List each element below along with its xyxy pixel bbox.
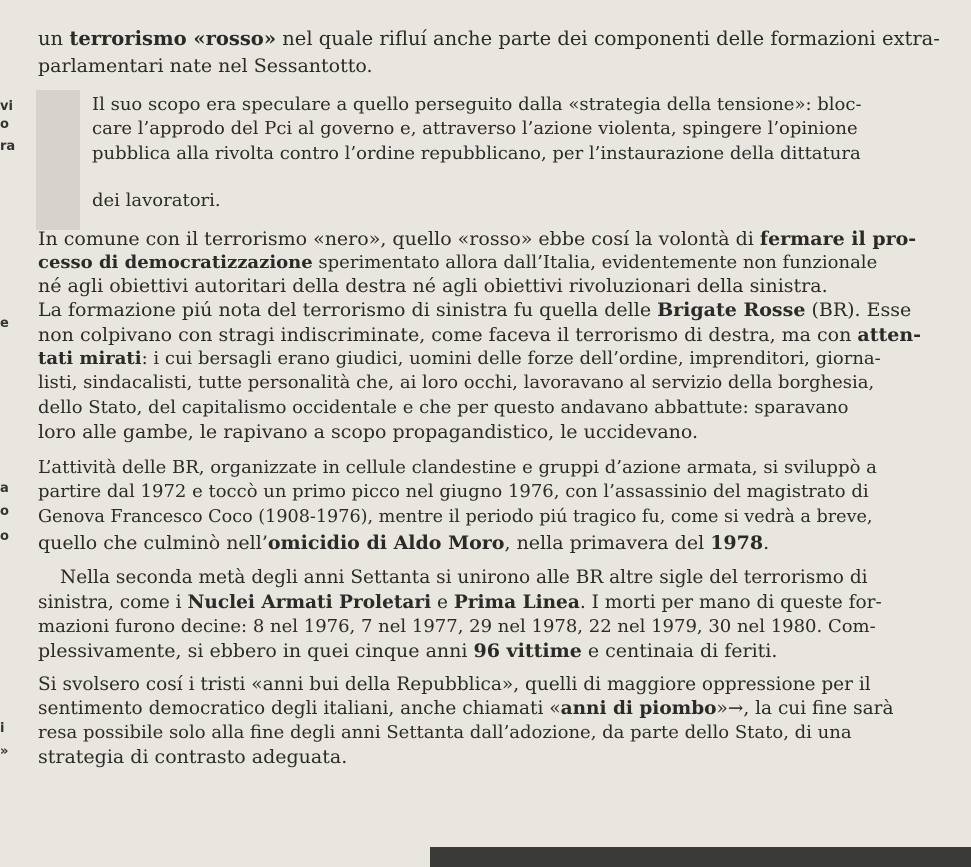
text-line: né agli obiettivi autoritari della destra né agli obiettivi rivoluzionari della sinistra. [38,275,828,297]
quote-line: care l’approdo del Pci al governo e, attraverso l’azione violenta, spingere l’opinione [92,118,858,139]
margin-mark: o [0,529,9,544]
quote-line: pubblica alla rivolta contro l’ordine repubblicano, per l’instaurazione della dittatura [92,143,861,164]
text-line: parlamentari nate nel Sessantotto. [38,55,373,77]
text-line: cesso di democratizzazione sperimentato allora dall’Italia, evidentemente non funzionale [38,252,878,273]
text-line: listi, sindacalisti, tutte personalità che, ai loro occhi, lavoravano al servizio della borghesia, [38,372,875,393]
text-line: sentimento democratico degli italiani, anche chiamati «anni di piombo»→, la cui fine sarà [38,698,894,719]
text-line: strategia di contrasto adeguata. [38,746,348,768]
text-line: partire dal 1972 e toccò un primo picco nel giugno 1976, con l’assassinio del magistrato di [38,481,869,502]
text-line: L’attività delle BR, organizzate in cellule clandestine e gruppi d’azione armata, si sviluppò a [38,457,877,478]
margin-mark: o [0,504,9,519]
margin-marks [0,0,34,867]
margin-mark: vi [0,99,13,114]
margin-mark: ra [0,139,16,154]
text-line: tati mirati: i cui bersagli erano giudici, uomini delle forze dell’ordine, imprenditori, giorna- [38,348,881,369]
text-line: resa possibile solo alla fine degli anni Settanta dall’adozione, da parte dello Stato, di una [38,722,852,743]
text-line: La formazione piú nota del terrorismo di sinistra fu quella delle Brigate Rosse (BR). Esse [38,299,912,321]
margin-mark: i [0,721,5,736]
margin-mark: o [0,117,9,132]
text-line: Si svolsero cosí i tristi «anni bui della Repubblica», quelli di maggiore oppressione per il [38,674,871,695]
text-line: Genova Francesco Coco (1908-1976), mentre il periodo piú tragico fu, come si vedrà a breve, [38,507,873,527]
page-edge-shadow [430,847,971,867]
quote-bar [36,90,80,230]
text-line: quello che culminò nell’omicidio di Aldo Moro, nella primavera del 1978. [38,532,770,554]
text-line: sinistra, come i Nuclei Armati Proletari e Prima Linea. I morti per mano di queste for- [38,592,882,613]
quote-line: Il suo scopo era speculare a quello perseguito dalla «strategia della tensione»: bloc- [92,94,862,115]
text-line: Nella seconda metà degli anni Settanta si unirono alle BR altre sigle del terrorismo di [60,567,868,588]
margin-mark: e [0,316,9,331]
text-line: loro alle gambe, le rapivano a scopo propagandistico, le uccidevano. [38,421,699,443]
margin-mark: » [0,744,9,759]
margin-mark: a [0,481,9,496]
text-line: mazioni furono decine: 8 nel 1976, 7 nel 1977, 29 nel 1978, 22 nel 1979, 30 nel 1980. Com- [38,616,876,637]
arrow-icon: → [727,698,744,719]
quote-line: dei lavoratori. [92,190,221,211]
text-line: un terrorismo «rosso» nel quale rifluí anche parte dei componenti delle formazioni extra- [38,27,940,50]
text-line: non colpivano con stragi indiscriminate, come faceva il terrorismo di destra, ma con atten- [38,324,922,346]
text-line: plessivamente, si ebbero in quei cinque anni 96 vittime e centinaia di feriti. [38,640,778,662]
text-line: dello Stato, del capitalismo occidentale e che per questo andavano abbattute: sparavano [38,397,849,418]
text-line: In comune con il terrorismo «nero», quello «rosso» ebbe cosí la volontà di fermare il pro- [38,228,917,250]
